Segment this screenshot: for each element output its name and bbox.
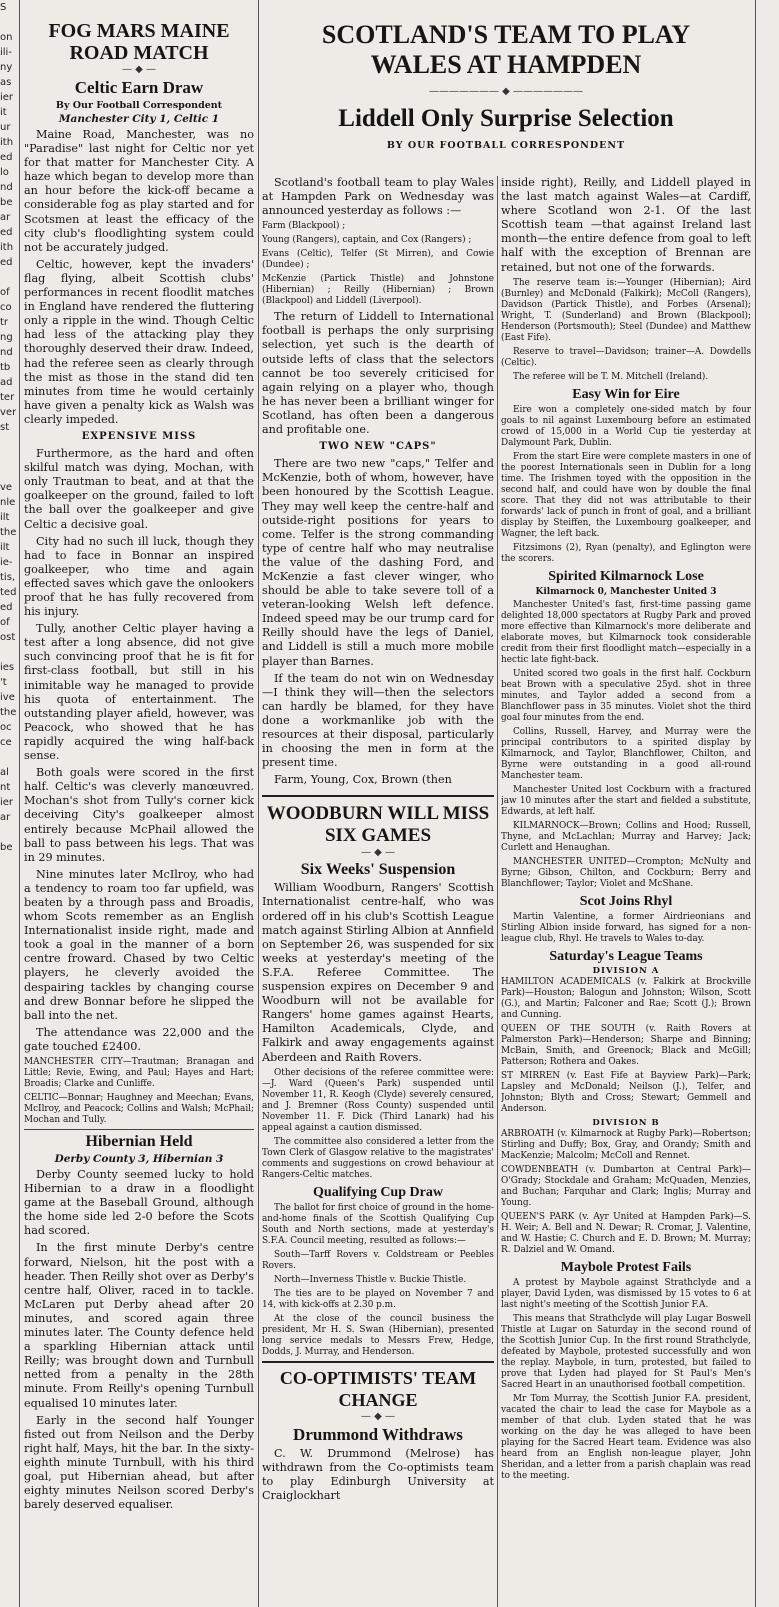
paragraph: Tully, another Celtic player having a test after a long absence, did not give such convincing proof that he is fit for first-class football, but still in his inimitable way he managed to provide his quota of entertainment. The outstanding player afield, however, was Peacock, who showed that he has rapidly acquired the wing half-back sense. (24, 622, 254, 763)
paragraph: Celtic, however, kept the invaders' flag flying, albeit Scottish clubs' performances in recent floodlit matches in England have rendered the fluttering only a ripple in the wind. Though Celtic had less of the attacking play they thoroughly deserved their draw. Indeed, had the referee seen as clearly through the mist as those in the stand did ten minutes from time he would certainly have given a penalty kick as Walsh was clearly impeded. (24, 257, 254, 426)
edge-fragment: S (0, 2, 7, 13)
article-body (24, 1168, 254, 1512)
edge-fragment: 't (0, 677, 7, 688)
edge-fragment: as (0, 77, 12, 88)
paragraph: Scotland's football team to play Wales at Hampden Park on Wednesday was announced yesterday as follows :— (262, 176, 494, 218)
edge-fragment (0, 1035, 16, 1050)
paragraph: Fitzsimons (2), Ryan (penalty), and Eglington were the scorers. (501, 542, 751, 564)
team-line: COWDENBEATH (v. Dumbarton at Central Park)—O'Grady; Stockdale and Graham; McQuaden, Menzies, and Buchan; Farquhar and Clark; Inglis; Murray and Young. (501, 1164, 751, 1208)
subhead-kilmarnock: Spirited Kilmarnock Lose (548, 568, 704, 584)
edge-fragment: tb (0, 362, 11, 373)
column-rule (19, 0, 20, 1607)
headline-co-optimists: CO-OPTIMISTS' TEAM CHANGE (279, 1367, 477, 1410)
paragraph: Martin Valentine, a former Airdrieonians and Stirling Albion inside forward, has signed for a non-league club, Rhyl. He travels to Wales to-day. (501, 911, 751, 944)
edge-fragment: ad (0, 377, 13, 388)
edge-fragment (0, 1005, 16, 1020)
edge-fragment (0, 915, 16, 930)
edge-fragment: it (0, 107, 7, 118)
paragraph: The return of Liddell to International football is perhaps the only surprising selection, yet such is the dearth of outside lefts of class that the selectors cannot be too severely criticised for again relying on a player who, though he has never been a brilliant winger for Scotland, has often been a dangerous and profitable one. (262, 310, 494, 437)
edge-fragment (0, 975, 16, 990)
paragraph: Both goals were scored in the first half. Celtic's was cleverly manœuvred. Mochan's shot from Tully's corner kick deceiving City's goalkeeper almost entirely because McPhail allowed the ball to pass between his legs. That was in 29 minutes. (24, 766, 254, 864)
divider (262, 1361, 494, 1363)
edge-fragment: ed (0, 257, 13, 268)
edge-fragment: ed (0, 152, 13, 163)
edge-fragment (0, 750, 16, 765)
headline-fog-mars: FOG MARS MAINE ROAD MATCH (48, 20, 230, 64)
paragraph: North—Inverness Thistle v. Buckie Thistle. (274, 1274, 467, 1285)
edge-fragment: ny (0, 62, 13, 73)
edge-fragment: ie- (0, 557, 13, 568)
column-rule (258, 0, 259, 1607)
article-body (24, 128, 254, 1054)
edge-fragment (0, 450, 16, 465)
ornament-rule: — ◆ — (360, 847, 396, 859)
scoreline: Manchester City 1, Celtic 1 (58, 113, 220, 125)
paragraph: William Woodburn, Rangers' Scottish Internationalist centre-half, who was ordered off in his club's Scottish League match against Stirling Albion at Annfield on September 26, was suspended for six weeks at yesterday's meeting of the S.F.A. Referee Committee. The suspension expires on December 9 and Woodburn will not be available for Rangers' home games against Hearts, Hamilton Academicals, Clyde, and Falkirk and away engagements against Aberdeen and Raith Rovers. (262, 881, 494, 1064)
subhead-easy-win: Easy Win for Eire (572, 386, 680, 402)
edge-fragment: ng (0, 332, 13, 343)
subhead-scot-joins-rhyl: Scot Joins Rhyl (579, 893, 673, 909)
team-line: ARBROATH (v. Kilmarnock at Rugby Park)—Robertson; Stirling and Duffy; Box, Gray, and Orandy; Smith and MacKenzie; Malcolm; McColl and Rennet. (501, 1128, 751, 1161)
edge-fragment (0, 900, 16, 915)
crosshead: TWO NEW "CAPS" (319, 441, 437, 453)
paragraph: A protest by Maybole against Strathclyde and a player, David Lyden, was dismissed by 15 votes to 6 at last night's meeting of the Scottish Junior F.A. (501, 1277, 751, 1310)
edge-fragment (0, 270, 16, 285)
edge-fragment: st (0, 422, 10, 433)
subhead-hibernian-held: Hibernian Held (85, 1133, 193, 1150)
edge-fragment (0, 990, 16, 1005)
headline-woodburn: WOODBURN WILL MISS SIX GAMES (266, 803, 490, 847)
team-line: QUEEN OF THE SOUTH (v. Raith Rovers at Palmerston Park)—Henderson; Sharpe and Binning; McBain, Smith, and Greenock; Black and McGill; Patterson; Rothera and Oakes. (501, 1023, 751, 1067)
paragraph: The committee also considered a letter from the Town Clerk of Glasgow relative to the magistrates' comments and suggestions on crowd behaviour at Rangers-Celtic matches. (262, 1136, 494, 1180)
team-line: MANCHESTER CITY—Trautman; Branagan and Little; Revie, Ewing, and Paul; Hayes and Hart; Broadis; Clarke and Cunliffe. (24, 1057, 254, 1089)
paragraph: The reserve team is:—Younger (Hibernian); Aird (Burnley) and McDonald (Falkirk); McColl (Rangers), Davidson (Partick Thistle), and Forbes (Arsenal); Wright, T. (Sunderland) and Brown (Blackpool); Henderson (Portsmouth); Steel (Dundee) and Matthew (East Fife). (501, 277, 751, 343)
team-selection (262, 221, 494, 307)
edge-fragment: oc (0, 722, 12, 733)
byline: By Our Football Correspondent (55, 100, 223, 111)
team-line: Young (Rangers), captain, and Cox (Rangers) ; (262, 235, 472, 246)
edge-fragment: ter (0, 392, 15, 403)
team-lineups (24, 1057, 254, 1126)
paragraph: MANCHESTER UNITED—Crompton; McNulty and Byrne; Gibson, Chilton, and Cockburn; Berry and Blanchflower; Taylor; Violet and McShane. (501, 856, 751, 889)
subhead-league-teams: Saturday's League Teams (549, 948, 703, 964)
paragraph: From the start Eire were complete masters in one of the poorest Internationals seen in Dublin for a long time. The Irishmen toyed with the opposition in the second half, and could have won by double the final score. That they did not was attributable to their forwards' lack of punch in front of goal, and a brilliant display by Steiffen, the Luxembourg goalkeeper, and Wagner, the left back. (501, 451, 751, 539)
paragraph: Early in the second half Younger fisted out from Neilson and the Derby right half, Mays, hit the bar. In the sixty-eighth minute Turnbull, with his third goal, put Hibernian ahead, but after eighty minutes Neilson scored Derby's barely deserved equaliser. (24, 1413, 254, 1512)
paragraph: The referee will be T. M. Mitchell (Ireland). (513, 371, 709, 382)
team-line: McKenzie (Partick Thistle) and Johnstone (Hibernian) ; Reilly (Hibernian) ; Brown (Blackpool) and Liddell (Liverpool). (262, 274, 494, 307)
edge-fragment: ier (0, 92, 14, 103)
edge-fragment (0, 870, 16, 885)
paragraph: If the team do not win on Wednesday—I think they will—then the selectors can hardly be blamed, for they have done a workmanlike job with the resources at their disposal, particularly in choosing the men in form at the present time. (262, 671, 494, 770)
paragraph: Other decisions of the referee committee were:—J. Ward (Queen's Park) suspended until November 11, R. Keogh (Clyde) severely censured, and J. Bremner (Ross County) suspended until November 11. F. Dick (Third Lanark) had his appeal against a caution dismissed. (262, 1067, 494, 1133)
paragraph: United scored two goals in the first half. Cockburn beat Brown with a speculative 25yd. shot in three minutes, and Taylor added a second from a Blanchflower pass in 35 minutes. Violet shot the third goal four minutes from the end. (501, 668, 751, 723)
edge-fragment: co (0, 302, 12, 313)
edge-fragment: ost (0, 632, 16, 643)
division-heading: DIVISION B (592, 1117, 660, 1128)
paragraph: KILMARNOCK—Brown; Collins and Hood; Russell, Thyne, and McLachlan; Murray and Harvey; Jack; Curlett and Henaughan. (501, 820, 751, 853)
paragraph: There are two new "caps," Telfer and McKenzie, both of whom, however, have been honoured by the Scottish League. They may well keep the centre-half and outside-right positions for years to come. Telfer is the strong commanding type of centre half who may neutralise the value of the dashing Ford, and McKenzie a fast clever winger, who should be able to take severe toll of a veteran-looking Welsh left defence. Indeed speed may be our trump card for Reilly should have the legs of Daniel, and Liddell is still a much more mobile player than Barnes. (262, 457, 494, 668)
edge-fragment: ilt (0, 512, 10, 523)
edge-fragment (0, 1050, 16, 1065)
subhead-maybole: Maybole Protest Fails (560, 1259, 692, 1275)
byline: BY OUR FOOTBALL CORRESPONDENT (386, 140, 626, 151)
paragraph: Furthermore, as the hard and often skilful match was dying, Mochan, with only Trautman to beat, and at that the goalkeeper on the ground, failed to loft the ball over the goalkeeper and give Celtic a decisive goal. (24, 447, 254, 531)
paragraph: In the first minute Derby's centre forward, Nielson, hit the post with a header. Then Reilly shot over as Derby's centre half, Oliver, raced in to tackle. McLaren put Derby ahead after 20 minutes, and scored again three minutes later. The County defence held a sparkling Hibernian attack until Reilly; was brought down and Turnbull netted from a penalty in the 28th minute. From Reilly's opening Turnbull equalised 10 minutes later. (24, 1241, 254, 1410)
ornament-rule: — ◆ — (360, 1410, 396, 1422)
paragraph: inside right), Reilly, and Liddell played in the last match against Wales—at Cardiff, where Scotland won 2-1. Of the last Scottish team —that against Ireland last month—the entire defence from goal to left half with the exception of Brennan are retained, but not one of the forwards. (501, 176, 751, 274)
ornament-rule: — ◆ — (121, 64, 157, 75)
divider (262, 795, 494, 797)
paragraph: City had no such ill luck, though they had to face in Bonnar an inspired goalkeeper, who time and again effected saves which gave the onlookers proof that he has fully recovered from his injury. (24, 534, 254, 619)
edge-fragment: ce (0, 737, 12, 748)
paragraph: At the close of the council business the president, Mr H. S. Swan (Hibernian), presented long service medals to Messrs Frew, Hedge, Dodds, J. Murray, and Henderson. (262, 1313, 494, 1357)
paragraph: South—Tarff Rovers v. Coldstream or Peebles Rovers. (262, 1249, 494, 1271)
edge-fragment: ed (0, 227, 13, 238)
crosshead: EXPENSIVE MISS (81, 430, 197, 442)
division-heading: DIVISION A (592, 965, 660, 976)
paragraph: Farm, Young, Cox, Brown (then (274, 773, 452, 787)
edge-fragment (0, 645, 16, 660)
paragraph: The attendance was 22,000 and the gate touched £2400. (24, 1025, 254, 1053)
edge-fragment: ur (0, 122, 11, 133)
team-line: HAMILTON ACADEMICALS (v. Falkirk at Brockville Park)—Houston; Balogun and Johnston; Wilson, Scott (G.), and Martin; Falconer and Rae; Scott (J.); Brown and Cunning. (501, 976, 751, 1020)
paragraph: Mr Tom Murray, the Scottish Junior F.A. president, vacated the chair to lead the case for Maybole as a member of that club. Lyden stated that he was working on the day he was alleged to have been playing for the Sacred Heart team. Evidence was also heard from an English non-league player, John Sheridan, and a letter from a parish chaplain was read to the meeting. (501, 1393, 751, 1481)
team-line: Evans (Celtic), Telfer (St Mirren), and Cowie (Dundee) ; (262, 249, 494, 271)
subhead-qualifying-cup: Qualifying Cup Draw (313, 1184, 443, 1200)
edge-fragment (0, 855, 16, 870)
left-column (24, 0, 254, 1607)
edge-fragment: nle (0, 497, 16, 508)
edge-fragment: the (0, 527, 16, 538)
paragraph: The ties are to be played on November 7 and 14, with kick-offs at 2.30 p.m. (262, 1288, 494, 1310)
paragraph: Reserve to travel—Davidson; trainer—A. Dowdells (Celtic). (501, 346, 751, 368)
team-line: CELTIC—Bonnar; Haughney and Meechan; Evans, McIlroy, and Peacock; Collins and Walsh; McPhail; Mochan and Tully. (24, 1093, 254, 1125)
edge-fragment: tr (0, 317, 9, 328)
edge-fragment: ith (0, 242, 14, 253)
adjacent-column-fragment (0, 0, 16, 1607)
paragraph: Eire won a completely one-sided match by four goals to nil against Luxembourg before an estimated crowd of 15,000 in a World Cup tie yesterday at Dalymount Park, Dublin. (501, 404, 751, 448)
edge-fragment: be (0, 842, 13, 853)
edge-fragment: lo (0, 167, 9, 178)
main-story-header (262, 0, 750, 200)
paragraph: This means that Strathclyde will play Lugar Boswell Thistle at Lugar on Saturday in the second round of the Scottish Junior Cup. In the first round Strathclyde, defeated by Maybole, protested successfully and won the replay. Maybole, in turn, protested, but failed to prove that Lyden had played for St Paul's Men's Sacred Heart in an unauthorised football competition. (501, 1313, 751, 1390)
edge-fragment: of (0, 287, 10, 298)
edge-fragment: ted (0, 587, 16, 598)
paragraph: Nine minutes later McIlroy, who had a tendency to roam too far upfield, was beaten by a through pass and Broadis, whom Scots remember as an English Internationalist inside right, made and took a goal in the manner of a born centre froward. Chased by two Celtic players, he cleverly avoided the despairing tackles by changing course and drew Bonnar before he slipped the ball into the net. (24, 867, 254, 1022)
paragraph: Manchester United lost Cockburn with a fractured jaw 10 minutes after the start and fielded a substitute, Edwards, at left half. (501, 784, 751, 817)
column-rule (497, 176, 498, 1607)
edge-fragment (0, 885, 16, 900)
subhead-suspension: Six Weeks' Suspension (300, 861, 456, 879)
paragraph: Collins, Russell, Harvey, and Murray were the principal contributors to a spirited display by Kilmarnock, and Taylor, Blanchflower, Chilton, and Byrne were outstanding in a good all-round Manchester team. (501, 726, 751, 781)
edge-fragment: ili- (0, 47, 12, 58)
edge-fragment: be (0, 197, 13, 208)
edge-fragment (0, 465, 16, 480)
edge-fragment (0, 960, 16, 975)
edge-fragment: nt (0, 782, 11, 793)
edge-fragment: ar (0, 212, 11, 223)
team-line: Farm (Blackpool) ; (262, 221, 346, 232)
edge-fragment: nd (0, 347, 13, 358)
subhead-liddell: Liddell Only Surprise Selection (338, 105, 674, 132)
paragraph: The ballot for first choice of ground in the home-and-home finals of the Scottish Qualifying Cup South and North sections, made at yesterday's S.F.A. Council meeting, resulted as follows:— (262, 1202, 494, 1246)
edge-fragment (0, 825, 16, 840)
edge-fragment: ies (0, 662, 15, 673)
scoreline: Kilmarnock 0, Manchester United 3 (535, 586, 717, 597)
edge-fragment: tis, (0, 572, 16, 583)
edge-fragment (0, 945, 16, 960)
edge-fragment: on (0, 32, 13, 43)
scoreline: Derby County 3, Hibernian 3 (54, 1153, 224, 1165)
team-line: ST MIRREN (v. East Fife at Bayview Park)—Park; Lapsley and McDonald; Neilson (J.), Telfer, and Johnston; Blyth and Cross; Stewart; Gemmell and Anderson. (501, 1070, 751, 1114)
edge-fragment: ed (0, 602, 13, 613)
headline-line1: SCOTLAND'S TEAM TO PLAY (321, 20, 691, 49)
paragraph: C. W. Drummond (Melrose) has withdrawn from the Co-optimists team to play Edinburgh University at Craiglockhart (262, 1446, 494, 1502)
edge-fragment (0, 930, 16, 945)
right-column (501, 176, 751, 1607)
scotland-team-column (262, 176, 494, 1607)
edge-fragment: ve (0, 482, 13, 493)
edge-fragment (0, 435, 16, 450)
edge-fragment: the (0, 707, 16, 718)
edge-fragment: of (0, 617, 10, 628)
subhead-drummond: Drummond Withdraws (293, 1424, 463, 1444)
edge-fragment: ive (0, 692, 15, 703)
edge-fragment (0, 1020, 16, 1035)
paragraph: Maine Road, Manchester, was no "Paradise" last night for Celtic nor yet for that matter for Manchester City. A haze which began to develop more than an hour before the kick-off became a considerable fog as play started and for Scotsmen at least the efficacy of the city club's floodlighting system could not be accurately judged. (24, 128, 254, 254)
ornament-rule: ——————— ◆ ——————— (428, 86, 584, 97)
paragraph: Derby County seemed lucky to hold Hibernian to a draw in a floodlight game at the Baseball Ground, although the home side led 2-0 before the Scots had scored. (24, 1168, 254, 1238)
edge-fragment: nd (0, 182, 13, 193)
edge-fragment: ar (0, 812, 11, 823)
team-line: QUEEN'S PARK (v. Ayr United at Hampden Park)—S. H. Weir; A. Bell and N. Dewar; R. Cromar, J. Valentine, and W. Hastie; C. Church and E. D. Brown; M. Murray; R. Dalziel and W. Omand. (501, 1211, 751, 1255)
edge-fragment: ier (0, 797, 14, 808)
divider (24, 1129, 254, 1130)
subhead-celtic-draw: Celtic Earn Draw (74, 78, 204, 97)
edge-fragment: ilt (0, 542, 10, 553)
edge-fragment (0, 15, 16, 30)
edge-fragment: ith (0, 137, 14, 148)
edge-fragment: ver (0, 407, 16, 418)
edge-fragment: al (0, 767, 9, 778)
headline-line2: WALES AT HAMPDEN (370, 50, 642, 79)
paragraph: Manchester United's fast, first-time passing game delighted 18,000 spectators at Rugby Park and proved more effective than Kilmarnock's more deliberate and elaborate moves, but Kilmarnock took considerable credit from their first floodlight match—especially in a hectic late fight-back. (501, 599, 751, 665)
column-rule (755, 0, 756, 1607)
